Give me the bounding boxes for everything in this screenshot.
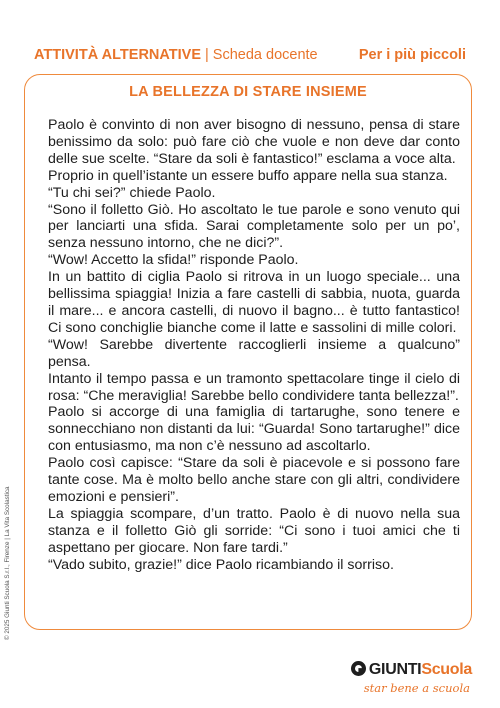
story-paragraph: Paolo così capisce: “Stare da soli è piacevole e si possono fare tante cose. Ma è molto bello anche stare con gli altri, condividere emozioni e pensieri”. (48, 455, 460, 505)
copyright-notice: © 2025 Giunti Scuola S.r.l., Firenze | La Vita Scolastica (4, 486, 11, 640)
story-paragraph: “Vado subito, grazie!” dice Paolo ricambiando il sorriso. (48, 556, 394, 573)
audience-label: Per i più piccoli (358, 47, 466, 63)
story-paragraph: “Tu chi sei?” chiede Paolo. (48, 184, 216, 201)
story-text (48, 117, 460, 573)
story-paragraph: Proprio in quell’istante un essere buffo appare nella sua stanza. (48, 167, 448, 184)
brand-part-2: Scuola (421, 661, 472, 678)
story-paragraph: Paolo è convinto di non aver bisogno di nessuno, pensa di stare benissimo da solo: può fare ciò che vuole e non deve dar conto delle sue scelte. “Stare da soli è fantastico!” esclama a voce alta. (48, 117, 460, 167)
story-paragraph: Intanto il tempo passa e un tramonto spettacolare tinge il cielo di rosa: “Che meraviglia! Sarebbe bello condividere tanta bellezza!”. (48, 370, 460, 404)
giunti-logo-icon (351, 661, 366, 676)
story-paragraph: La spiaggia scompare, d’un tratto. Paolo è di nuovo nella sua stanza e il folletto Giò gli sorride: “Ci sono i tuoi amici che ti aspettano per giocare. Non fare tardi.” (48, 505, 460, 556)
story-paragraph: “Wow! Accetto la sfida!” risponde Paolo. (48, 252, 299, 269)
page-header (34, 44, 466, 66)
story-paragraph: “Wow! Sarebbe divertente raccoglierli insieme a qualcuno” pensa. (48, 336, 460, 370)
brand-name (351, 660, 472, 680)
sheet-label: Scheda docente (212, 47, 318, 63)
story-paragraph: Paolo si accorge di una famiglia di tartarughe, sono tenere e sonnecchiano non distanti da lui: “Guarda! Sono tartarughe!” dice con entusiasmo, ma non c’è nessuno ad ascoltarlo. (48, 404, 460, 455)
brand-part-1: GIUNTI (368, 661, 422, 678)
story-paragraph: In un battito di ciglia Paolo si ritrova in un luogo speciale... una bellissima spiaggia! Inizia a fare castelli di sabbia, nuota, guarda il mare... e ancora castelli, di nuovo il bagno... è tutto fantastico! Ci sono conchiglie bianche come il latte e sassolini di mille colori. (48, 269, 460, 336)
header-separator: | (205, 47, 209, 63)
story-paragraph: “Sono il folletto Giò. Ho ascoltato le tue parole e sono venuto qui per lanciarti una sfida. Sarai completamente solo per un po’, senza nessuno intorno, che ne dici?”. (48, 201, 460, 252)
publisher-logo (312, 660, 472, 700)
activity-label: ATTIVITÀ ALTERNATIVE (34, 47, 202, 63)
header-left (34, 44, 318, 66)
story-title: LA BELLEZZA DI STARE INSIEME (129, 84, 367, 100)
brand-tagline: star bene a scuola (363, 681, 470, 695)
